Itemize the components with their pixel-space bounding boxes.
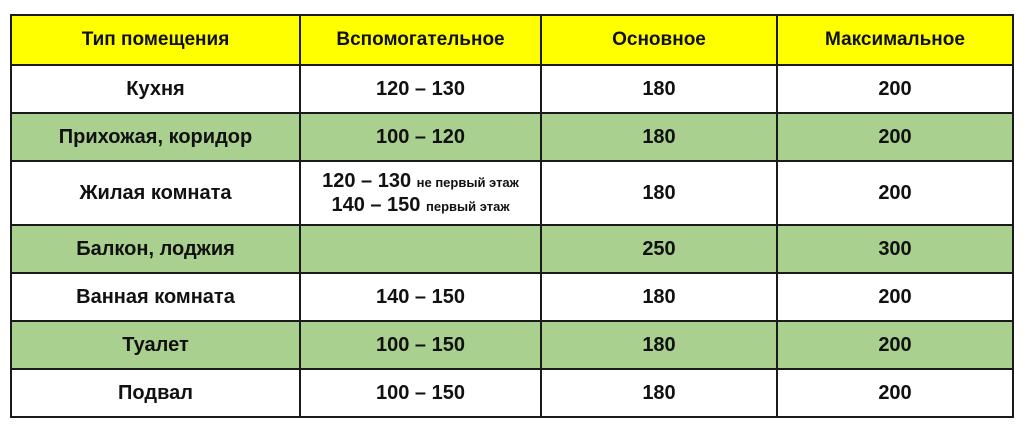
aux-note: не первый этаж: [416, 175, 519, 190]
aux-line: [307, 169, 534, 193]
cell-main: 180: [541, 321, 777, 369]
cell-main: 180: [541, 273, 777, 321]
header-room-type: Тип помещения: [11, 15, 300, 65]
cell-auxiliary: 100 – 150: [300, 321, 541, 369]
cell-auxiliary: 120 – 130: [300, 65, 541, 113]
header-maximum: Максимальное: [777, 15, 1013, 65]
cell-main: 180: [541, 113, 777, 161]
cell-main: 180: [541, 65, 777, 113]
cell-main: 250: [541, 225, 777, 273]
aux-value: 120 – 130: [322, 170, 412, 192]
lighting-norms-table: [10, 14, 1014, 418]
cell-maximum: 200: [777, 65, 1013, 113]
cell-room-type: Ванная комната: [11, 273, 300, 321]
table-row: [11, 65, 1013, 113]
header-auxiliary: Вспомогательное: [300, 15, 541, 65]
cell-auxiliary: [300, 225, 541, 273]
cell-room-type: Прихожая, коридор: [11, 113, 300, 161]
aux-line: [307, 193, 534, 217]
table-row: [11, 369, 1013, 417]
table-row: [11, 113, 1013, 161]
cell-auxiliary: 100 – 120: [300, 113, 541, 161]
table-row: [11, 321, 1013, 369]
cell-room-type: Туалет: [11, 321, 300, 369]
table-row: [11, 225, 1013, 273]
cell-auxiliary: 140 – 150: [300, 273, 541, 321]
cell-room-type: Балкон, лоджия: [11, 225, 300, 273]
cell-maximum: 200: [777, 161, 1013, 225]
cell-room-type: Жилая комната: [11, 161, 300, 225]
table-row: [11, 161, 1013, 225]
cell-main: 180: [541, 161, 777, 225]
cell-maximum: 200: [777, 113, 1013, 161]
lighting-norms-table-container: [10, 14, 1014, 418]
aux-value: 140 – 150: [331, 194, 421, 216]
cell-main: 180: [541, 369, 777, 417]
cell-maximum: 200: [777, 369, 1013, 417]
cell-auxiliary: 100 – 150: [300, 369, 541, 417]
cell-maximum: 300: [777, 225, 1013, 273]
cell-maximum: 200: [777, 321, 1013, 369]
cell-room-type: Кухня: [11, 65, 300, 113]
table-row: [11, 273, 1013, 321]
cell-room-type: Подвал: [11, 369, 300, 417]
cell-auxiliary: [300, 161, 541, 225]
cell-maximum: 200: [777, 273, 1013, 321]
table-header-row: [11, 15, 1013, 65]
aux-note: первый этаж: [426, 199, 510, 214]
header-main: Основное: [541, 15, 777, 65]
